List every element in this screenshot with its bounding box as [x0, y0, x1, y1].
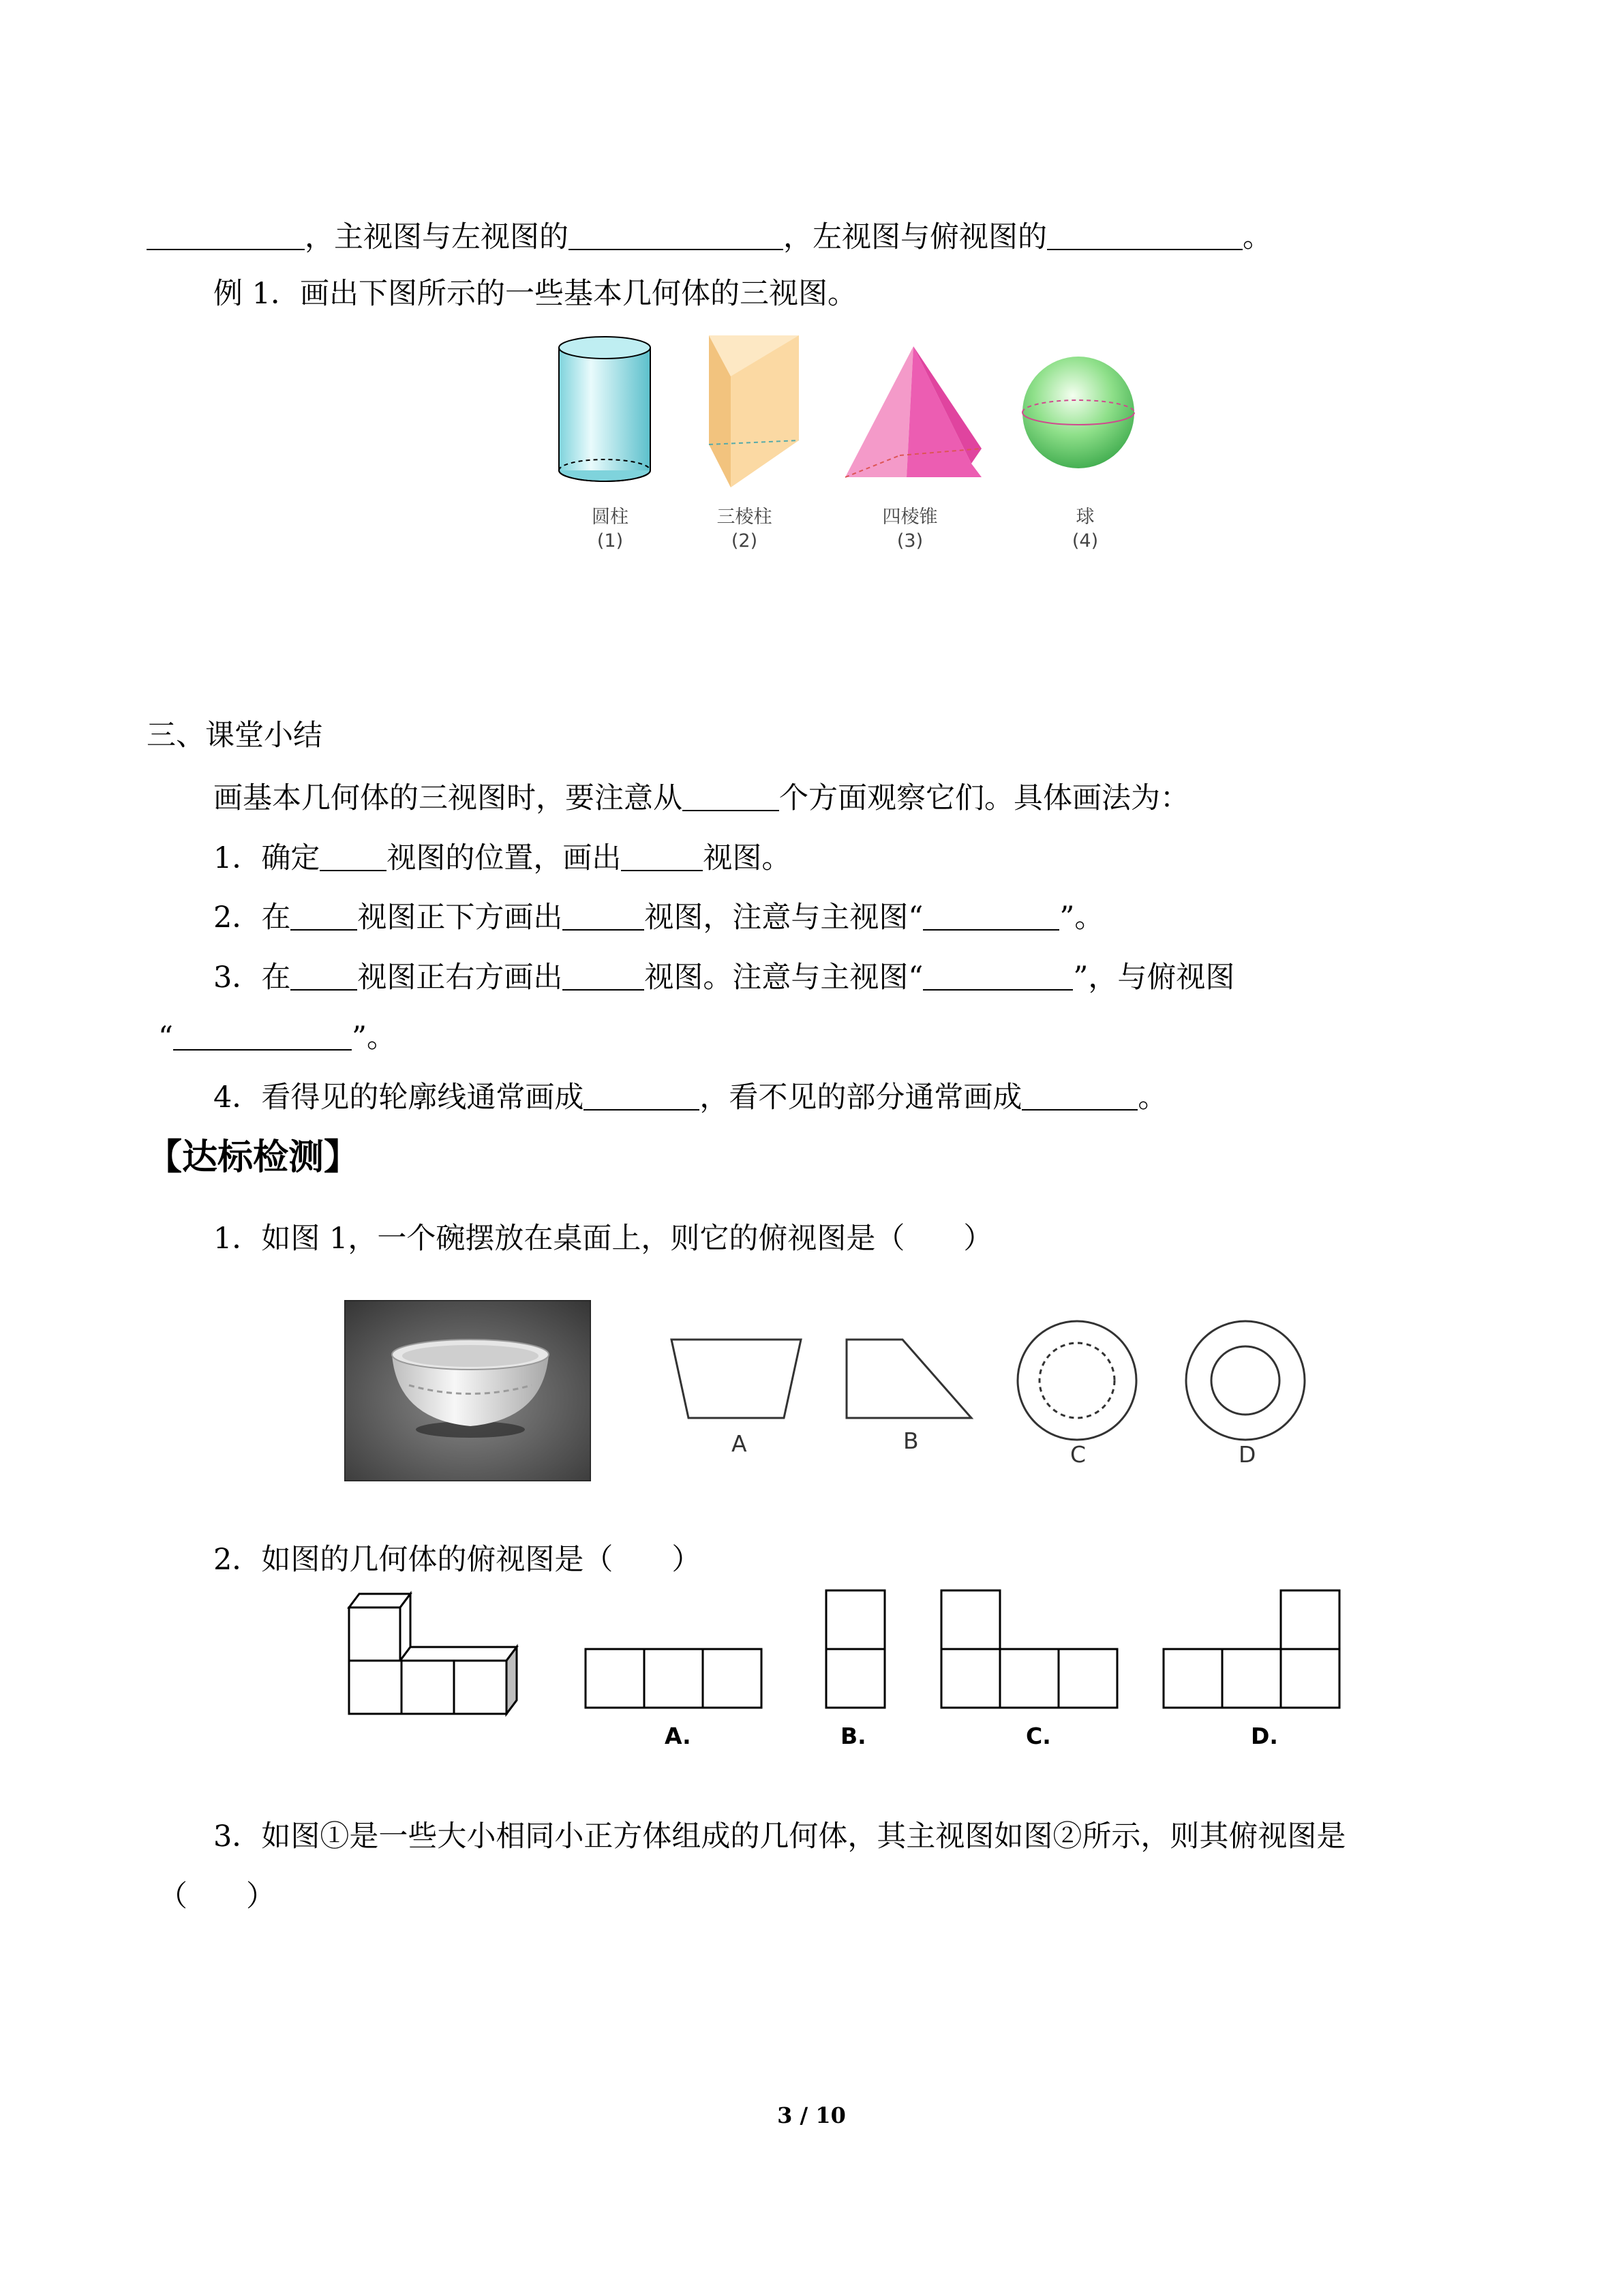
summary-step-3: 3．在 视图正右方画出 视图。注意与主视图“ ”，与俯视图 — [213, 960, 1235, 995]
q1-option-d-circles — [1186, 1321, 1305, 1440]
page-number: 3 / 10 — [777, 2102, 846, 2128]
q2-option-label-a: A. — [665, 1723, 691, 1749]
blank — [1022, 1080, 1138, 1111]
example-1: 例 1．画出下图所示的一些基本几何体的三视图。 — [213, 277, 858, 311]
blank — [568, 220, 783, 250]
q2-option-label-c: C. — [1026, 1723, 1051, 1749]
blank — [562, 900, 644, 931]
q1-option-a-trapezoid — [671, 1340, 801, 1418]
q1-option-label-d: D — [1239, 1441, 1256, 1468]
q2-option-a — [586, 1649, 761, 1708]
bowl-photo — [344, 1300, 591, 1481]
summary-step-2: 2．在 视图正下方画出 视图，注意与主视图“ ”。 — [213, 900, 1104, 935]
question-2: 2．如图的几何体的俯视图是（ ） — [213, 1543, 701, 1577]
solid-number-3: (3) — [896, 530, 924, 552]
q2-cube-stack — [341, 1582, 539, 1718]
summary-step-1: 1．确定 视图的位置，画出 视图。 — [213, 841, 791, 875]
solid-label-sphere: 球 — [1076, 507, 1095, 528]
summary-title: 三、课堂小结 — [147, 719, 322, 753]
summary-step-4: 4．看得见的轮廓线通常画成 ，看不见的部分通常画成 。 — [213, 1080, 1168, 1115]
section-heading: 【达标检测】 — [147, 1137, 360, 1178]
solid-label-cylinder: 圆柱 — [592, 507, 628, 528]
q1-option-c-circles-dashed — [1018, 1321, 1136, 1440]
q1-option-label-b: B — [903, 1428, 919, 1454]
blank — [1047, 220, 1243, 250]
blank — [583, 1080, 699, 1111]
blank — [562, 960, 644, 991]
cylinder-shape — [559, 337, 650, 481]
solid-label-pyramid: 四棱锥 — [882, 507, 938, 528]
fill-in-line: ，主视图与左视图的 ，左视图与俯视图的 。 — [147, 220, 1272, 252]
q2-option-label-b: B. — [840, 1723, 866, 1749]
solid-label-prism: 三棱柱 — [716, 507, 772, 528]
question-3-answer-paren: （ ） — [158, 1879, 275, 1914]
q1-option-label-c: C — [1070, 1441, 1087, 1468]
blank — [290, 960, 357, 991]
q2-option-b — [826, 1590, 885, 1708]
solids-figure — [545, 327, 1159, 491]
blank — [320, 841, 386, 871]
blank — [923, 960, 1073, 991]
q1-option-b-trapezoid — [847, 1340, 971, 1418]
blank — [621, 841, 703, 871]
solid-number-1: (1) — [596, 530, 624, 552]
solid-number-2: (2) — [731, 530, 758, 552]
blank — [290, 900, 357, 931]
q2-options-figure — [583, 1585, 1346, 1711]
summary-intro: 画基本几何体的三视图时，要注意从 个方面观察它们。具体画法为： — [213, 781, 1189, 815]
sphere-shape — [1022, 357, 1134, 468]
blank — [173, 1020, 352, 1051]
q2-option-c — [941, 1590, 1117, 1708]
blank — [682, 781, 779, 811]
blank — [147, 220, 305, 250]
q2-option-d — [1164, 1590, 1339, 1708]
question-3: 3．如图①是一些大小相同小正方体组成的几何体，其主视图如图②所示，则其俯视图是 — [213, 1819, 1346, 1854]
question-1: 1．如图 1，一个碗摆放在桌面上，则它的俯视图是（ ） — [213, 1222, 993, 1256]
triangular-prism-shape — [709, 335, 799, 487]
solid-number-4: (4) — [1072, 530, 1099, 552]
square-pyramid-shape — [845, 346, 982, 477]
q1-option-label-a: A — [731, 1430, 747, 1457]
blank — [923, 900, 1059, 931]
summary-step-3-cont: “ ”。 — [158, 1020, 396, 1055]
q2-option-label-d: D. — [1251, 1723, 1278, 1749]
